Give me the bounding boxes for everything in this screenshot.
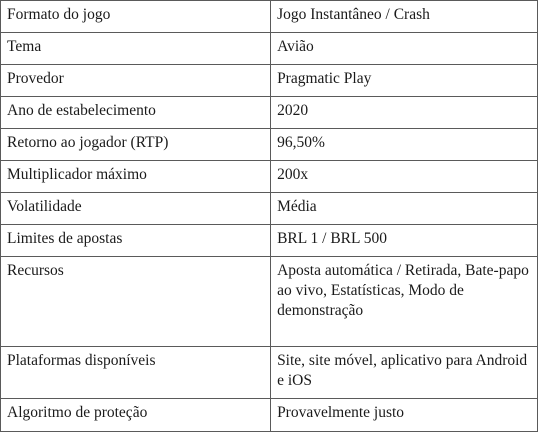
row-value: Site, site móvel, aplicativo para Android e iOS (271, 347, 538, 399)
table-row-game-format (1, 1, 538, 33)
table-row-rtp (1, 129, 538, 161)
row-label: Limites de apostas (1, 225, 271, 257)
row-label: Multiplicador máximo (1, 161, 271, 193)
table-row-max-multiplier (1, 161, 538, 193)
row-label: Provedor (1, 65, 271, 97)
table-body (1, 1, 538, 432)
table-row-theme (1, 33, 538, 65)
table-row-provider (1, 65, 538, 97)
row-label: Formato do jogo (1, 1, 271, 33)
row-label: Recursos (1, 257, 271, 347)
row-label: Retorno ao jogador (RTP) (1, 129, 271, 161)
row-label: Ano de estabelecimento (1, 97, 271, 129)
row-label: Tema (1, 33, 271, 65)
table-row-year (1, 97, 538, 129)
table-row-platforms (1, 347, 538, 399)
table-row-protection-algorithm (1, 399, 538, 432)
row-label: Volatilidade (1, 193, 271, 225)
row-label: Algoritmo de proteção (1, 399, 271, 432)
row-value: 200x (271, 161, 538, 193)
row-value: BRL 1 / BRL 500 (271, 225, 538, 257)
row-value: Aposta automática / Retirada, Bate-papo ao vivo, Estatísticas, Modo de demonstração (271, 257, 538, 347)
row-value: Pragmatic Play (271, 65, 538, 97)
row-value: Provavelmente justo (271, 399, 538, 432)
table-row-volatility (1, 193, 538, 225)
row-value: 2020 (271, 97, 538, 129)
row-label: Plataformas disponíveis (1, 347, 271, 399)
row-value: Jogo Instantâneo / Crash (271, 1, 538, 33)
row-value: Avião (271, 33, 538, 65)
row-value: Média (271, 193, 538, 225)
table-row-bet-limits (1, 225, 538, 257)
table-row-features (1, 257, 538, 347)
row-value: 96,50% (271, 129, 538, 161)
